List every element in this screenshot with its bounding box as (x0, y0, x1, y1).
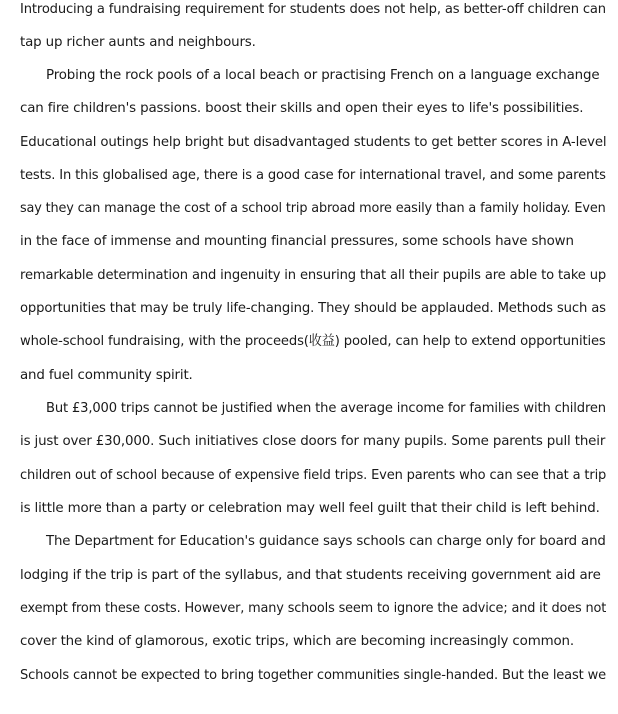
text-line: Educational outings help bright but disadvantaged students to get better scores in A-level (20, 135, 607, 150)
text-line: in the face of immense and mounting financial pressures, some schools have shown (20, 234, 574, 249)
text-line: remarkable determination and ingenuity in ensuring that all their pupils are able to take up (20, 268, 607, 283)
text-line: can fire children's passions. boost their skills and open their eyes to life's possibilities. (20, 101, 584, 116)
text-line: is just over £30,000. Such initiatives close doors for many pupils. Some parents pull their (20, 434, 606, 449)
text-line: opportunities that may be truly life-changing. They should be applauded. Methods such as (20, 301, 606, 316)
paragraph-start-line: Probing the rock pools of a local beach or practising French on a language exchange (46, 68, 600, 83)
text-line: Introducing a fundraising requirement for students does not help, as better-off children can (20, 2, 606, 17)
text-line: is little more than a party or celebration may well feel guilt that their child is left behind. (20, 501, 600, 516)
text-line: exempt from these costs. However, many schools seem to ignore the advice; and it does not (20, 601, 607, 616)
text-line: say they can manage the cost of a school trip abroad more easily than a family holiday. Even (20, 201, 606, 216)
text-line: lodging if the trip is part of the syllabus, and that students receiving government aid are (20, 568, 601, 583)
text-line: whole-school fundraising, with the proceeds(收益) pooled, can help to extend opportunities (20, 334, 606, 349)
text-line: cover the kind of glamorous, exotic trips, which are becoming increasingly common. (20, 634, 574, 649)
text-line: tests. In this globalised age, there is a good case for international travel, and some parents (20, 168, 606, 183)
text-line: Schools cannot be expected to bring together communities single-handed. But the least we (20, 668, 607, 683)
text-line: tap up richer aunts and neighbours. (20, 35, 256, 50)
text-line: children out of school because of expensive field trips. Even parents who can see that a trip (20, 468, 607, 483)
paragraph-start-line: The Department for Education's guidance says schools can charge only for board and (46, 534, 606, 549)
text-line: and fuel community spirit. (20, 368, 193, 383)
paragraph-start-line: But £3,000 trips cannot be justified when the average income for families with children (46, 401, 606, 416)
